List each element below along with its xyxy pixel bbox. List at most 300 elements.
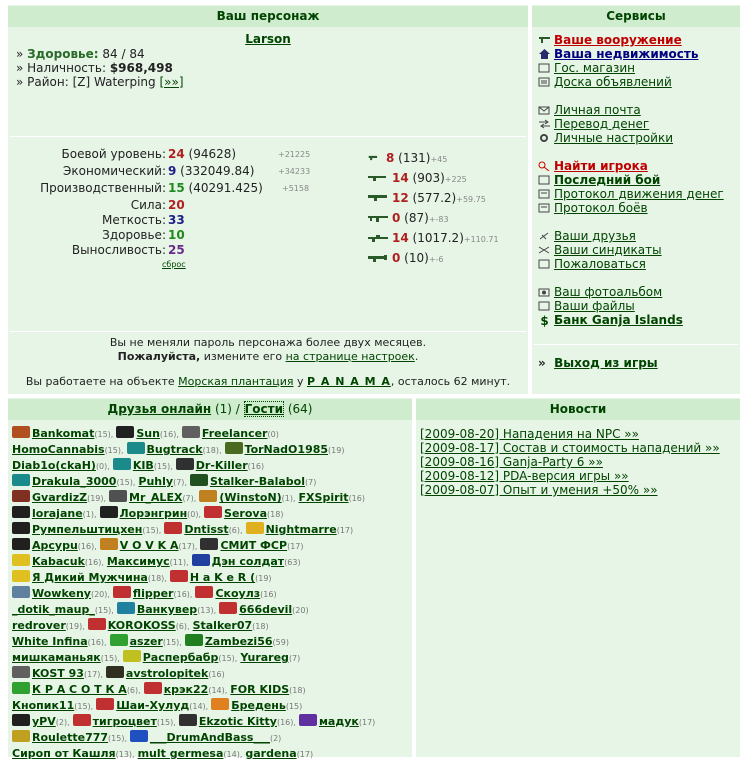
friend-level: (18) [289,686,306,695]
service-item[interactable] [538,257,738,271]
syndicate-avatar-icon [182,426,200,438]
syndicate-avatar-icon [225,442,243,454]
friend-level: (7), [173,478,187,487]
friend-item [88,619,193,632]
levels-block [10,146,310,197]
friend-level: (2), [55,718,70,727]
log-icon [538,189,551,199]
syndicate-avatar-icon [116,426,134,438]
friend-link[interactable]: KIB [132,459,154,472]
weapon-row: 0 (87)+-83 [368,208,528,228]
friend-link[interactable]: Drakula_3000 [32,475,117,488]
grenade-launcher-icon [368,254,388,262]
syndicate-avatar-icon [195,586,213,598]
friend-link[interactable]: мишкаманьяк [12,651,101,664]
service-money-log-link[interactable]: Протокол движения денег [554,187,724,201]
transfer-icon [538,119,551,129]
news-link[interactable]: [2009-08-07] Опыт и умения +50% »» [420,483,658,497]
friends-row [12,474,410,490]
sniper-icon [368,234,388,242]
service-weapons-link[interactable]: Ваше вооружение [554,33,682,47]
friend-item [109,491,199,504]
friend-item [117,603,219,616]
district-row: » Район: [Z] Waterping [»»] [16,75,184,89]
friend-item [12,699,96,712]
friend-item [12,507,100,520]
service-board-link[interactable]: Доска объявлений [554,75,672,89]
syndicate-avatar-icon [12,426,30,438]
friends-row [12,666,410,682]
friend-item [110,635,185,648]
friend-link[interactable]: GvardizZ [32,491,88,504]
friend-level: (15), [153,462,173,471]
friend-link[interactable]: Кнопик11 [12,699,75,712]
friend-level: (16) [348,494,365,503]
friend-level: (59) [272,638,289,647]
friend-link[interactable]: Nightmarre [265,523,337,536]
friend-item [12,523,164,536]
syndicate-avatar-icon [170,570,188,582]
friend-level: (15), [162,638,182,647]
friend-level: (13), [115,750,135,759]
friends-row [12,554,410,570]
syndicate-avatar-icon [192,554,210,566]
syndicate-avatar-icon [96,698,114,710]
friend-level: (14), [189,702,209,711]
services-group [538,285,738,327]
friend-level: (19), [87,494,107,503]
friend-item [176,459,267,472]
service-settings-link[interactable]: Личные настройки [554,131,674,145]
friend-level: (16) [247,462,265,471]
files-icon [538,301,551,311]
friend-link[interactable]: FOR KIDS [230,683,290,696]
friend-level: (7) [288,654,301,663]
service-item[interactable] [538,173,738,187]
bank-icon: $ [540,314,549,328]
service-photo-link[interactable]: Ваш фотоальбом [554,285,663,299]
friend-link[interactable]: flipper [132,587,174,600]
friend-item [144,683,231,696]
syndicate-avatar-icon [12,730,30,742]
service-item[interactable] [538,131,738,145]
health-row: » Здоровье: 84 / 84 [16,47,145,61]
friend-level: (6), [175,622,190,631]
friend-item [12,443,127,456]
friend-level: (17) [358,718,376,727]
friend-item [219,603,311,616]
friends-row [12,602,410,618]
friend-level: (18), [147,574,167,583]
friends-row [12,650,410,666]
friends-row [12,506,410,522]
friend-level: (7), [182,494,197,503]
friends-row [12,538,410,554]
service-item[interactable] [538,47,738,61]
friends-row [12,730,410,746]
service-find-player-link[interactable]: Найти игрока [554,159,648,173]
friend-level: (20) [292,606,309,615]
friend-item [12,459,113,472]
friends-row [12,714,410,730]
friend-item [182,427,282,440]
work-owner-link[interactable]: P A N A M A [307,375,391,388]
friend-item [170,571,275,584]
log-icon [538,203,551,213]
friend-link[interactable]: Roulette777 [32,731,109,744]
character-name-link[interactable]: Larson [245,32,291,46]
news-item[interactable] [420,427,738,441]
friend-item [12,747,138,760]
syndicate-avatar-icon [190,474,208,486]
syndicate-avatar-icon [12,714,30,726]
syndicate-avatar-icon [12,554,30,566]
friend-link[interactable]: yPV [32,715,56,728]
settings-page-link[interactable]: на странице настроек [285,350,415,363]
friend-link[interactable]: H a K e R ( [189,571,256,584]
news-item[interactable] [420,483,738,497]
friend-item [12,555,107,568]
district-link[interactable]: [»»] [159,75,184,89]
news-link[interactable]: [2009-08-12] PDA-версия игры »» [420,469,629,483]
friend-level: (17) [287,542,304,551]
search-icon [538,161,551,171]
friend-item [12,619,88,632]
friend-link[interactable]: 666devil [239,603,293,616]
syndicate-avatar-icon [100,538,118,550]
guests-link[interactable]: Гости [244,402,284,416]
friend-link[interactable]: Stalker-Balabol [209,475,305,488]
friends-icon [538,231,551,241]
friend-link[interactable]: Yurareg [240,651,289,664]
syndicate-avatar-icon [12,506,30,518]
character-info [16,47,184,89]
service-files-link[interactable]: Ваши файлы [554,299,635,313]
friend-item [138,747,246,760]
cash-row: » Наличность: $968,498 [16,61,173,75]
friend-link[interactable]: К Р А С О Т К А [32,683,127,696]
friend-link[interactable]: Румпельштицхен [32,523,143,536]
service-item[interactable] [538,33,738,47]
service-syndicates-link[interactable]: Ваши синдикаты [554,243,662,257]
friend-link[interactable]: Wowkeny [32,587,91,600]
friend-item [211,699,305,712]
reset-stats-link[interactable]: сброс [162,260,186,269]
friend-item [12,427,116,440]
friend-link[interactable]: Ekzotic Kitty [198,715,277,728]
machinegun-icon [368,214,388,222]
friend-link[interactable]: Арсуpu [32,539,78,552]
service-transfer-link[interactable]: Перевод денег [554,117,650,131]
friend-level: (18) [267,510,284,519]
syndicate-avatar-icon [185,634,203,646]
friend-link[interactable]: avstrolopitek [125,667,209,680]
syndicate-avatar-icon [109,490,127,502]
service-battle-log-link[interactable]: Протокол боёв [554,201,648,215]
syndicate-avatar-icon [144,682,162,694]
friend-link[interactable]: Zambezi56 [204,635,273,648]
friend-link[interactable]: Ванкувер [136,603,198,616]
friend-link[interactable]: ___DrumAndBass___ [150,731,270,744]
syndicate-avatar-icon [164,522,182,534]
logout-row: » Выход из игры [538,356,658,370]
friend-level: (16), [87,638,107,647]
friend-level: (16), [276,718,296,727]
friends-row [12,458,410,474]
friend-item [96,699,211,712]
friend-level: (14), [208,686,228,695]
friend-level: (15), [142,526,162,535]
friend-item [100,507,205,520]
friends-online-link[interactable]: Друзья онлайн [107,402,212,416]
syndicate-avatar-icon [219,602,237,614]
service-shop-link[interactable]: Гос. магазин [554,61,635,75]
news-link[interactable]: [2009-08-20] Нападения на NPC »» [420,427,639,441]
syndicate-avatar-icon [12,570,30,582]
friend-link[interactable]: Bankomat [32,427,95,440]
friend-item [179,715,299,728]
friend-level: (17), [178,542,198,551]
news-link[interactable]: [2009-08-17] Состав и стоимость нападений »» [420,441,720,455]
work-status: Вы работаете на объекте Морская плантация у P A N A M A, осталось 62 минут. [25,375,511,388]
friend-item [240,651,303,664]
friend-item [73,715,179,728]
news-link[interactable]: [2009-08-16] Ganja-Party 6 »» [420,455,603,469]
friend-link[interactable]: (WinstoN) [219,491,282,504]
service-friends-link[interactable]: Ваши друзья [554,229,636,243]
divider [534,344,738,345]
friends-row [12,490,410,506]
friend-link[interactable]: Puhly [138,475,174,488]
level-row: Боевой уровень: 24 (94628) +21225 [61,147,311,161]
friend-level: (18), [202,446,222,455]
friend-level: (15), [218,654,238,663]
friend-link[interactable]: White Infina [12,635,88,648]
services-group [538,103,738,145]
district-value: [Z] Waterping [72,75,156,89]
work-object-link[interactable]: Морская плантация [178,375,294,388]
friend-link[interactable]: Stalker07 [192,619,253,632]
services-list [538,33,738,327]
syndicate-avatar-icon [179,714,197,726]
password-notice: Вы не меняли пароль персонажа более двух месяцев. Пожалуйста, измените его на странице настроек. [109,336,427,363]
friend-level: (1), [82,510,97,519]
syndicate-avatar-icon [110,634,128,646]
service-item[interactable] [538,243,738,257]
photo-icon [538,287,551,297]
friend-level: (19), [65,622,85,631]
health-value: 84 / 84 [102,47,145,61]
friend-item [116,427,182,440]
friend-link[interactable]: Распербабр [142,651,219,664]
service-bank-link[interactable]: Банк Ganja Islands [554,313,683,327]
friend-link[interactable]: aszer [129,635,163,648]
service-mail-link[interactable]: Личная почта [554,103,641,117]
rifle-icon [368,174,388,182]
service-item[interactable] [538,117,738,131]
friend-item [12,635,110,648]
friend-item [12,667,106,680]
character-header: Ваш персонаж [8,6,528,27]
friend-item [12,731,130,744]
weapon-row: 14 (903)+225 [368,168,528,188]
friends-row [12,522,410,538]
friend-item [100,539,201,552]
friend-item [299,715,378,728]
friend-link[interactable]: TorNadO1985 [244,443,329,456]
friend-link[interactable]: Freelancer [201,427,268,440]
friend-level: (19) [255,574,272,583]
friend-item [130,731,284,744]
friend-link[interactable]: Dntisst [184,523,229,536]
friend-link[interactable]: Шаи-Хулуд [116,699,190,712]
friend-link[interactable]: Diab1o(ckaH) [12,459,96,472]
friend-item [200,539,306,552]
service-item[interactable] [538,187,738,201]
friends-row [12,586,410,602]
friend-link[interactable]: Максимус [106,555,170,568]
friend-link[interactable]: HomoCannabis [12,443,105,456]
friend-link[interactable]: Sun [136,427,160,440]
syndicate-avatar-icon [12,666,30,678]
mail-icon [538,105,551,115]
friend-link[interactable]: Bugtrack [146,443,203,456]
friend-link[interactable]: _dotik_maup_ [12,603,95,616]
friend-link[interactable]: СМИТ ФСР [220,539,288,552]
friend-link[interactable]: KOROKOSS [107,619,176,632]
news-item[interactable] [420,469,738,483]
syndicate-avatar-icon [113,586,131,598]
stat-row: Сила: 20 [130,198,185,212]
service-item[interactable] [538,299,738,313]
friend-level: (16), [84,558,104,567]
friend-item [12,587,113,600]
weapon-row: 12 (577.2)+59.75 [368,188,528,208]
friend-link[interactable]: Дэн солдат [211,555,285,568]
friend-level: (15), [74,702,94,711]
friend-link[interactable]: крэк22 [163,683,209,696]
friend-link[interactable]: Лорэнгрин [119,507,188,520]
services-header: Сервисы [532,6,740,27]
divider [10,331,526,332]
friend-item [107,555,192,568]
service-property-link[interactable]: Ваша недвижимость [554,47,699,61]
service-complain-link[interactable]: Пожаловаться [554,257,646,271]
level-row: Экономический: 9 (332049.84) +34233 [63,164,311,178]
friend-level: (14), [223,750,243,759]
stats-block [10,198,310,268]
friend-link[interactable]: Mr_ALEX [129,491,183,504]
friend-link[interactable]: FXSpirit [298,491,349,504]
friend-link[interactable]: Скоулз [215,587,261,600]
friend-level: (2) [269,734,282,743]
syndicate-avatar-icon [200,538,218,550]
friend-level: (17) [296,750,314,759]
friends-row [12,426,410,442]
friend-item [12,491,109,504]
friend-link[interactable]: Сироп от Кашля [12,747,116,760]
news-item[interactable] [420,441,738,455]
friend-link[interactable]: KOST 93 [32,667,84,680]
friend-link[interactable]: Бредень [231,699,286,712]
syndicate-avatar-icon [12,522,30,534]
friend-link[interactable]: gardena [245,747,297,760]
syndicate-avatar-icon [211,698,229,710]
friends-header: Друзья онлайн (1) / Гости (64) [8,399,412,420]
character-name-row [8,32,528,46]
friend-level: (15), [156,718,176,727]
friend-item [185,635,292,648]
friend-level: (15), [104,446,124,455]
syndicate-avatar-icon [106,666,124,678]
service-item[interactable] [538,313,738,327]
syndicate-avatar-icon [12,490,30,502]
pistol-icon [368,154,382,162]
friend-item [12,683,144,696]
syndicate-avatar-icon [299,714,317,726]
syndicate-avatar-icon [12,538,30,550]
friend-link[interactable]: мадук [318,715,359,728]
syndicate-avatar-icon [176,458,194,470]
friend-item [12,651,123,664]
settings-icon [538,133,551,143]
service-item[interactable] [538,159,738,173]
friend-link[interactable]: тигроцвет [92,715,157,728]
syndicate-avatar-icon [12,586,30,598]
service-item[interactable] [538,229,738,243]
friend-link[interactable]: redrover [12,619,66,632]
friend-level: (18) [252,622,269,631]
friends-row [12,634,410,650]
service-last-battle-link[interactable]: Последний бой [554,173,661,187]
weapons-block [368,148,528,268]
friend-item [138,475,190,488]
friend-level: (15), [94,606,114,615]
syndicate-avatar-icon [12,682,30,694]
friend-link[interactable]: Dr-Killer [195,459,248,472]
news-item[interactable] [420,455,738,469]
friend-link[interactable]: mult germesa [137,747,224,760]
friend-level: (0), [95,462,110,471]
service-item[interactable] [538,285,738,299]
friends-list [12,426,410,762]
friend-link[interactable]: V O V K A [119,539,179,552]
friend-link[interactable]: Kabacuk [32,555,85,568]
cash-value: $968,498 [109,61,173,75]
friend-level: (15) [285,702,303,711]
logout-link[interactable]: Выход из игры [554,356,658,370]
services-group [538,33,738,89]
service-item[interactable] [538,75,738,89]
friend-item [246,523,357,536]
friend-link[interactable]: lorajane [32,507,83,520]
friend-item [113,459,176,472]
service-item[interactable] [538,61,738,75]
friend-item [113,587,196,600]
friend-level: (16) [260,590,277,599]
friends-row [12,570,410,586]
friend-item [106,667,228,680]
syndicate-avatar-icon [100,506,118,518]
house-icon [538,49,551,59]
battle-icon [538,175,551,185]
service-item[interactable] [538,103,738,117]
friend-item [193,619,272,632]
friend-level: (6), [228,526,243,535]
friend-link[interactable]: Я Дикий Мужчина [32,571,148,584]
service-item[interactable] [538,201,738,215]
friend-link[interactable]: Serova [224,507,268,520]
